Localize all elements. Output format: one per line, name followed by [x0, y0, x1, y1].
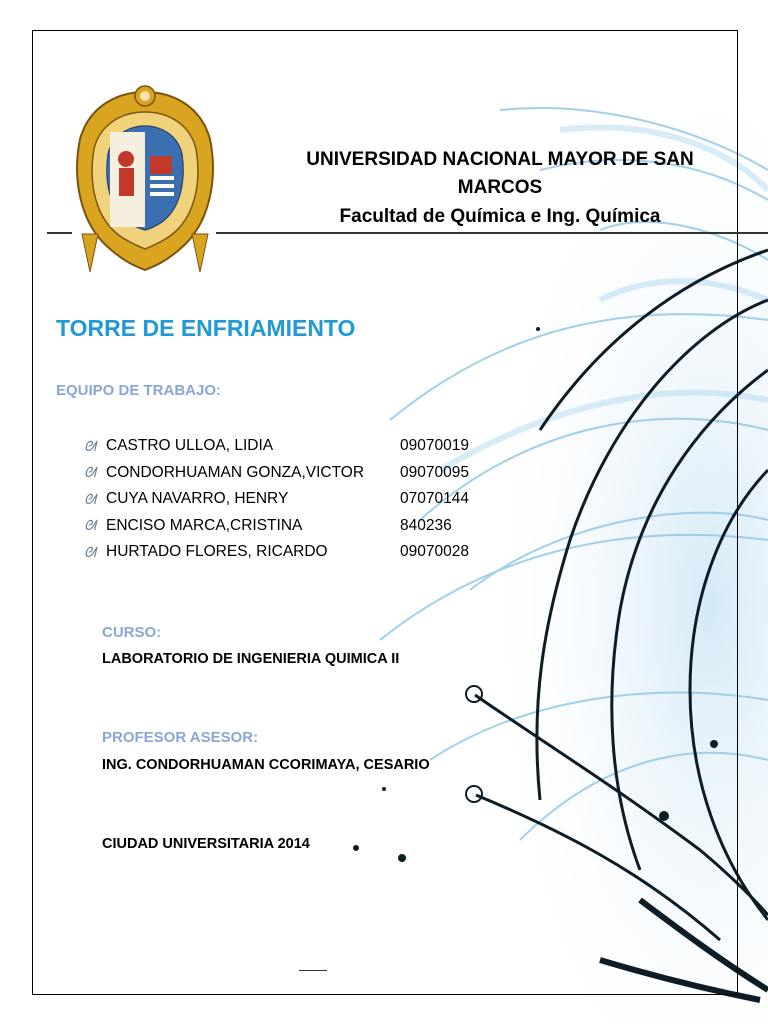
member-code: 09070028 — [400, 543, 469, 561]
header — [262, 146, 738, 232]
member-code: 09070019 — [400, 437, 469, 455]
course-name: LABORATORIO DE INGENIERIA QUIMICA II — [102, 651, 400, 667]
list-item — [84, 513, 469, 540]
place-year: CIUDAD UNIVERSITARIA 2014 — [102, 836, 310, 852]
header-rule-left — [47, 232, 72, 234]
university-name: UNIVERSIDAD NACIONAL MAYOR DE SAN MARCOS — [306, 149, 694, 198]
list-item — [84, 539, 469, 566]
swirl-bullet-icon: ᘛ — [84, 464, 96, 481]
advisor-label: PROFESOR ASESOR: — [102, 729, 259, 746]
swirl-bullet-icon: ᘛ — [84, 437, 96, 454]
member-code: 840236 — [400, 516, 452, 534]
header-rule-right — [216, 232, 768, 234]
swirl-bullet-icon: ᘛ — [84, 543, 96, 560]
member-name: CUYA NAVARRO, HENRY — [106, 490, 289, 508]
swirl-bullet-icon: ᘛ — [84, 490, 96, 507]
list-item — [84, 433, 469, 460]
faculty-name: Facultad de Química e Ing. Química — [339, 206, 661, 227]
member-code: 09070095 — [400, 463, 469, 481]
footer-mark — [299, 970, 327, 971]
member-name: CONDORHUAMAN GONZA,VICTOR — [106, 463, 365, 481]
team-label: EQUIPO DE TRABAJO: — [56, 382, 222, 399]
swirl-bullet-icon: ᘛ — [84, 517, 96, 534]
member-name: ENCISO MARCA,CRISTINA — [106, 516, 303, 534]
member-code: 07070144 — [400, 490, 469, 508]
team-list — [84, 433, 469, 566]
list-item — [84, 486, 469, 513]
document-title: TORRE DE ENFRIAMIENTO — [56, 315, 356, 341]
member-name: CASTRO ULLOA, LIDIA — [106, 437, 274, 455]
advisor-name: ING. CONDORHUAMAN CCORIMAYA, CESARIO — [102, 757, 430, 773]
list-item — [84, 460, 469, 487]
university-crest — [70, 84, 220, 274]
course-label: CURSO: — [102, 624, 162, 641]
member-name: HURTADO FLORES, RICARDO — [106, 543, 328, 561]
